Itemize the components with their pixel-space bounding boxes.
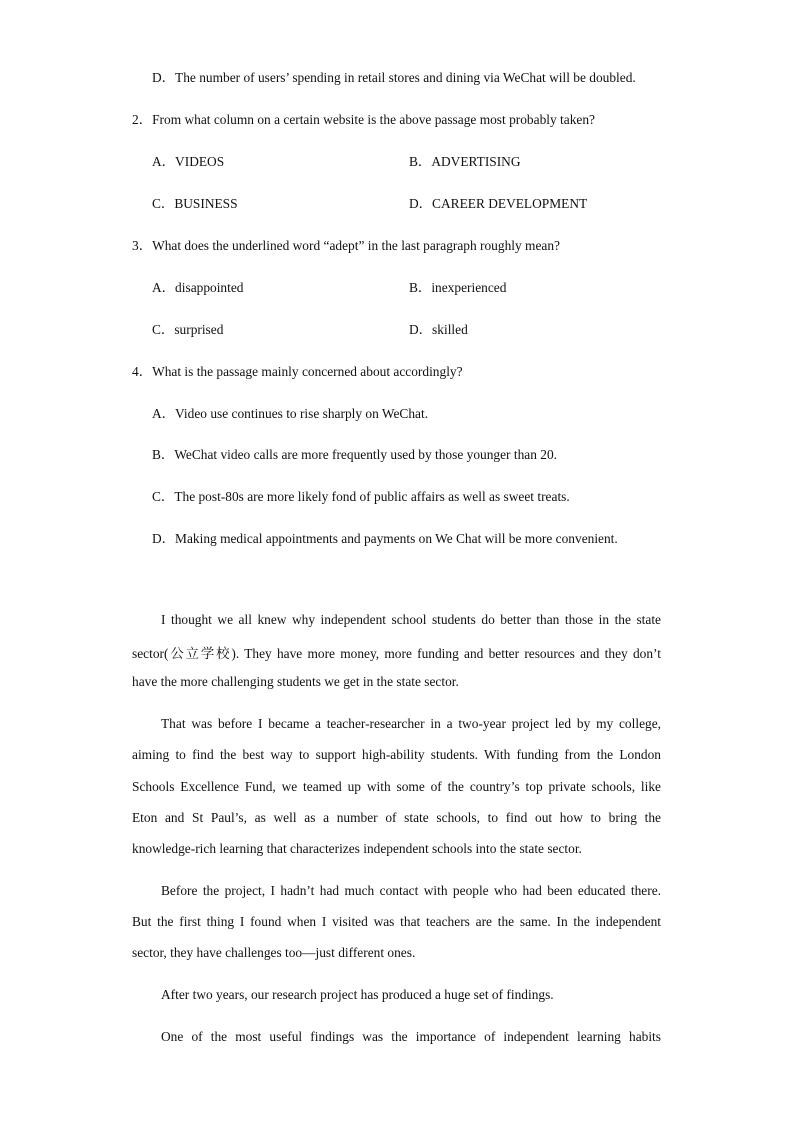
q3-option-d: D．skilled xyxy=(409,322,468,337)
q2-question: 2．From what column on a certain website is the above passage most probably taken? xyxy=(132,112,595,127)
q2-option-c: C．BUSINESS xyxy=(152,196,238,211)
q1-option-d: D．The number of users’ spending in retail stores and dining via WeChat will be doubled. xyxy=(152,70,636,85)
passage-p2-line1: That was before I became a teacher-researcher in a two-year project led by my college, xyxy=(161,716,661,731)
passage-p1-line2: sector(公立学校). They have more money, more funding and better resources and they don’t xyxy=(132,646,661,661)
passage-p3-line1: Before the project, I hadn’t had much contact with people who had been educated there. xyxy=(161,883,661,898)
q4-option-a: A．Video use continues to rise sharply on WeChat. xyxy=(152,406,429,421)
q4-question: 4．What is the passage mainly concerned about accordingly? xyxy=(132,364,463,379)
q2-option-b: B．ADVERTISING xyxy=(409,154,521,169)
passage-p2-line4: Eton and St Paul’s, as well as a number of state schools, to find out how to bring the xyxy=(132,810,661,825)
q4-option-b: B．WeChat video calls are more frequently used by those younger than 20. xyxy=(152,447,557,462)
passage-p3-line3: sector, they have challenges too—just different ones. xyxy=(132,945,416,960)
q3-option-c: C．surprised xyxy=(152,322,224,337)
passage-p1-line1: I thought we all knew why independent school students do better than those in the state xyxy=(161,612,661,627)
passage-p2-line3: Schools Excellence Fund, we teamed up with some of the country’s top private schools, like xyxy=(132,779,661,794)
passage-p1-line3: have the more challenging students we get in the state sector. xyxy=(132,674,459,689)
passage-p2-line5: knowledge-rich learning that characterizes independent schools into the state sector. xyxy=(132,841,582,856)
q2-option-a: A．VIDEOS xyxy=(152,154,225,169)
q4-option-c: C．The post-80s are more likely fond of public affairs as well as sweet treats. xyxy=(152,489,570,504)
q4-option-d: D．Making medical appointments and payments on We Chat will be more convenient. xyxy=(152,531,618,546)
q3-option-a: A．disappointed xyxy=(152,280,244,295)
passage-p5-line1: One of the most useful findings was the importance of independent learning habits xyxy=(161,1029,661,1044)
q2-option-d: D．CAREER DEVELOPMENT xyxy=(409,196,588,211)
passage-p3-line2: But the first thing I found when I visited was that teachers are the same. In the independent xyxy=(132,914,661,929)
passage-p4-line1: After two years, our research project has produced a huge set of findings. xyxy=(161,987,554,1002)
q3-option-b: B．inexperienced xyxy=(409,280,507,295)
passage-p2-line2: aiming to find the best way to support high-ability students. With funding from the London xyxy=(132,747,661,762)
q3-question: 3．What does the underlined word “adept” in the last paragraph roughly mean? xyxy=(132,238,560,253)
